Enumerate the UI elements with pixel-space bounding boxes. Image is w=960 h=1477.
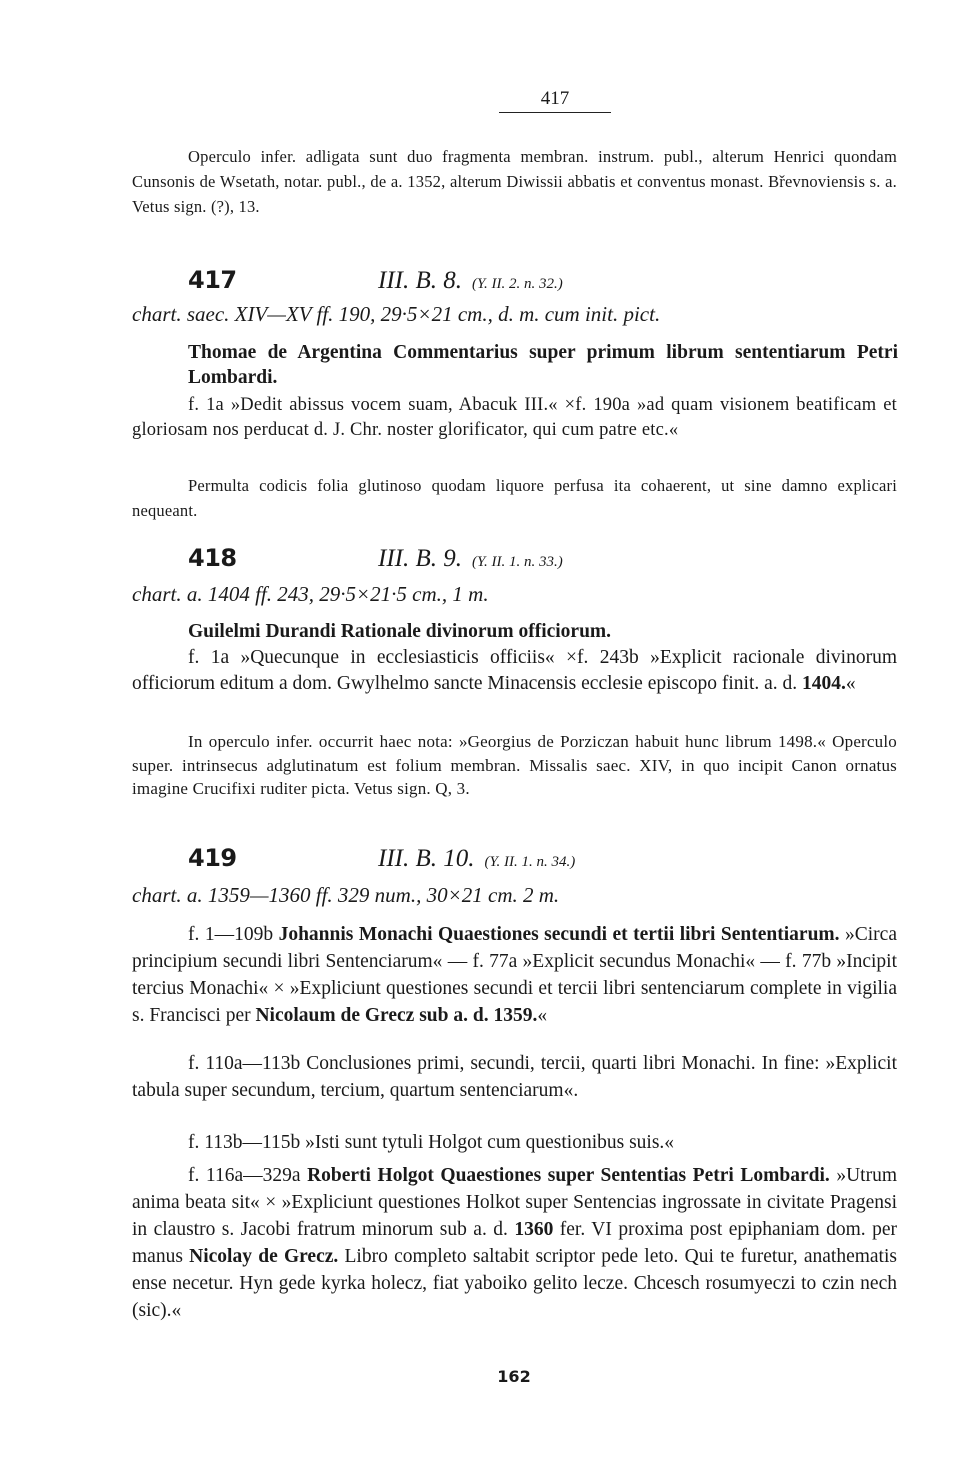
section-text: »Circa principium secundi libri Sentenciarum« — f. 77a »Explicit secundus Monachi« — f. 77b »Incipit tercius Monachi« × »Expliciunt questiones secundi et tercii libri sentenciarum complete in vigilia s. Francisci per <box>132 924 897 1026</box>
entry-number: 418 <box>188 544 237 572</box>
entry-418-note: In operculo infer. occurrit haec nota: »Georgius de Porziczan habuit hunc librum 1498.« Operculo super. intrinsecus adglutinatum est folium membran. Missalis saec. XIV, in quo incipit Canon ornatus imagine Crucifixi ruditer picta. Vetus sign. Q, 3. <box>132 732 897 798</box>
work-title: Johannis Monachi Quaestiones secundi et tertii libri Sententiarum. <box>278 924 840 945</box>
entry-417-heading <box>188 266 888 295</box>
incipit-end: « <box>845 672 856 694</box>
shelfmark: III. B. 9. <box>378 545 462 572</box>
entry-419-section-1 <box>132 921 897 1029</box>
entry-number: 417 <box>188 266 237 294</box>
folio-range: f. 116a—329a <box>188 1165 308 1186</box>
shelfmark: III. B. 10. <box>378 845 475 872</box>
incipit-text: f. 1a »Quecunque in ecclesiasticis officiis« ×f. 243b »Explicit racionale divinorum officiorum editum a dom. Gwylhelmo sancte Minacensis ecclesie episcopo finit. a. d. <box>132 647 897 694</box>
running-head-number: 417 <box>499 88 611 113</box>
entry-419-heading <box>188 844 888 873</box>
intro-note: Operculo infer. adligata sunt duo fragmenta membran. instrum. publ., alterum Henrici quondam Cunsonis de Wsetath, notar. publ., de a. 1352, alterum Diwissii abbatis et conventus monast. Břevnoviensis s. a. Vetus sign. (?), 13. <box>132 147 897 216</box>
scribe-date: Nicolaum de Grecz sub a. d. 1359. <box>255 1005 538 1026</box>
entry-417-title: Thomae de Argentina Commentarius super primum librum sententiarum Petri Lombardi. <box>188 342 898 388</box>
section-text: »Utrum anima beata sit« × »Expliciunt questiones Holkot super Sentencias ingrossate in civitate Pragensi in claustro s. Jacobi fratrum minorum sub a. d. <box>132 1165 897 1240</box>
folio-range: f. 1—109b <box>188 924 279 945</box>
work-title: Roberti Holgot Quaestiones super Sententias Petri Lombardi. <box>307 1165 830 1186</box>
page-number-text: 162 <box>497 1367 531 1386</box>
incipit-date: 1404. <box>802 672 846 694</box>
section-text-2: fer. VI proxima post epiphaniam dom. per manus <box>132 1219 897 1267</box>
entry-417-note: Permulta codicis folia glutinoso quodam liquore perfusa ita cohaerent, ut sine damno explicari nequeant. <box>132 476 897 520</box>
shelfmark: III. B. 8. <box>378 267 462 294</box>
entry-419-section-2: f. 110a—113b Conclusiones primi, secundi, tercii, quarti libri Monachi. In fine: »Explicit tabula super secundum, tercium, quartum sentenciarum«. <box>132 1053 897 1101</box>
entry-418-title: Guilelmi Durandi Rationale divinorum officiorum. <box>188 621 612 642</box>
colophon-text: Libro completo saltabit scriptor pede leto. Qui te furetur, anathematis ense necetur. Hyn gede kyrka holecz, fiat yaboiko gelito lecze. Chcesch rosumyeczi to czin nech (sic).« <box>132 1246 897 1321</box>
entry-419-description: chart. a. 1359—1360 ff. 329 num., 30×21 cm. 2 m. <box>132 883 560 907</box>
old-shelfmark: (Y. II. 1. n. 34.) <box>484 854 576 870</box>
year: 1360 <box>514 1219 554 1240</box>
entry-418-incipit <box>132 645 897 696</box>
section-end: « <box>537 1005 548 1026</box>
running-head <box>0 88 960 113</box>
entry-418-heading <box>188 544 888 573</box>
entry-419-section-3: f. 113b—115b »Isti sunt tytuli Holgot cum questionibus suis.« <box>188 1132 675 1153</box>
entry-418-description: chart. a. 1404 ff. 243, 29·5×21·5 cm., 1 m. <box>132 582 489 606</box>
page-number <box>0 1367 960 1386</box>
entry-417-description: chart. saec. XIV—XV ff. 190, 29·5×21 cm., d. m. cum init. pict. <box>132 302 661 326</box>
entry-number: 419 <box>188 844 237 872</box>
scribe-name: Nicolay de Grecz. <box>189 1246 339 1267</box>
entry-417-incipit: f. 1a »Dedit abissus vocem suam, Abacuk III.« ×f. 190a »ad quam visionem beatificam et gloriosam nos perducat d. J. Chr. noster glorificator, qui cum patre etc.« <box>132 395 897 440</box>
old-shelfmark: (Y. II. 2. n. 32.) <box>472 276 563 292</box>
old-shelfmark: (Y. II. 1. n. 33.) <box>472 554 563 570</box>
entry-419-section-4 <box>132 1162 897 1324</box>
